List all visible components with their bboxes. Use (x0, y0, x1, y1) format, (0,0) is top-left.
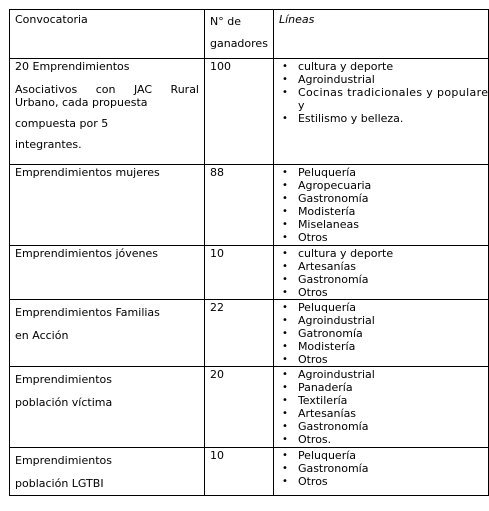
list-item: • Gatronomía (282, 327, 488, 340)
list-item: • Panadería (282, 381, 488, 394)
convocatoria-cell (10, 448, 205, 496)
list-item: • Otros (282, 475, 488, 488)
convocatoria-cell (10, 367, 205, 448)
table-header-row (10, 10, 489, 59)
convocatoria-line: Urbano, cada propuesta (15, 96, 148, 109)
table-row (10, 367, 489, 448)
header-ganadores-line1: N° de (210, 15, 241, 28)
convocatoria-line: Emprendimientos (15, 454, 112, 467)
list-continuation: y (297, 99, 305, 112)
lineas-cell (273, 165, 488, 246)
convocatoria-line: Emprendimientos (15, 373, 112, 386)
lineas-list (274, 367, 488, 446)
list-item: • cultura y deporte (282, 247, 488, 260)
lineas-list (274, 59, 488, 125)
list-item: • Agropecuaria (282, 179, 488, 192)
list-item: • Gastronomía (282, 420, 488, 433)
table-row (10, 448, 489, 496)
list-item: • Estilismo y belleza. (282, 112, 488, 125)
list-item: • Gastronomía (282, 192, 488, 205)
list-item: • Peluquería (282, 301, 488, 314)
list-item: • Peluquería (282, 449, 488, 462)
list-item: • Otros (282, 286, 488, 299)
list-item: • Agroindustrial (282, 314, 488, 327)
convocatoria-line: población víctima (15, 396, 113, 409)
lineas-cell (273, 59, 488, 165)
convocatoria-line: población LGTBI (15, 477, 104, 490)
lineas-cell (273, 246, 488, 300)
header-convocatoria: Convocatoria (10, 10, 205, 59)
list-item: • Artesanías (282, 407, 488, 420)
header-ganadores-line2: ganadores (210, 37, 268, 50)
ganadores-cell: 10 (205, 246, 274, 300)
list-item: • Otros. (282, 433, 488, 446)
lineas-cell (273, 367, 488, 448)
convocatoria-cell (10, 246, 205, 300)
convocatoria-line: en Acción (15, 329, 69, 342)
list-item: • cultura y deporte (282, 60, 488, 73)
lineas-list (274, 448, 488, 488)
ganadores-cell: 100 (205, 59, 274, 165)
ganadores-cell: 88 (205, 165, 274, 246)
table-row (10, 300, 489, 367)
lineas-list (274, 165, 488, 244)
table-row (10, 59, 489, 165)
lineas-cell (273, 300, 488, 367)
list-item: • Otros (282, 231, 488, 244)
header-ganadores (205, 10, 274, 59)
list-item: • Modistería (282, 205, 488, 218)
ganadores-cell: 20 (205, 367, 274, 448)
list-item: • Artesanías (282, 260, 488, 273)
table-row (10, 165, 489, 246)
list-item: • Modistería (282, 340, 488, 353)
list-item: • Gastronomía (282, 273, 488, 286)
convocatoria-line: Emprendimientos Familias (15, 306, 160, 319)
lineas-cell (273, 448, 488, 496)
list-item: • Gastronomía (282, 462, 488, 475)
lineas-list (274, 246, 488, 299)
convocatoria-line: compuesta por 5 (15, 117, 109, 130)
ganadores-cell: 10 (205, 448, 274, 496)
convocatoria-line: 20 Emprendimientos (15, 60, 130, 73)
convocatoria-cell (10, 165, 205, 246)
list-item: • Agroindustrial (282, 368, 488, 381)
convocatoria-line: integrantes. (15, 138, 82, 151)
list-item: • Otros (282, 353, 488, 366)
ganadores-cell: 22 (205, 300, 274, 367)
list-item: • Peluquería (282, 166, 488, 179)
convocatoria-line: Asociativos con JAC Rural (15, 83, 199, 96)
list-item: • Textilería (282, 394, 488, 407)
convocatoria-cell (10, 59, 205, 165)
convocatoria-line: Emprendimientos mujeres (15, 166, 160, 179)
list-item: • Miselaneas (282, 218, 488, 231)
convocatorias-table (9, 9, 489, 496)
convocatoria-cell (10, 300, 205, 367)
convocatoria-line: Emprendimientos jóvenes (15, 247, 159, 260)
lineas-list (274, 300, 488, 366)
header-lineas: Líneas (273, 10, 488, 59)
table-row (10, 246, 489, 300)
list-item: • Agroindustrial (282, 73, 488, 86)
list-item: • Cocinas tradicionales y populare (282, 86, 488, 99)
